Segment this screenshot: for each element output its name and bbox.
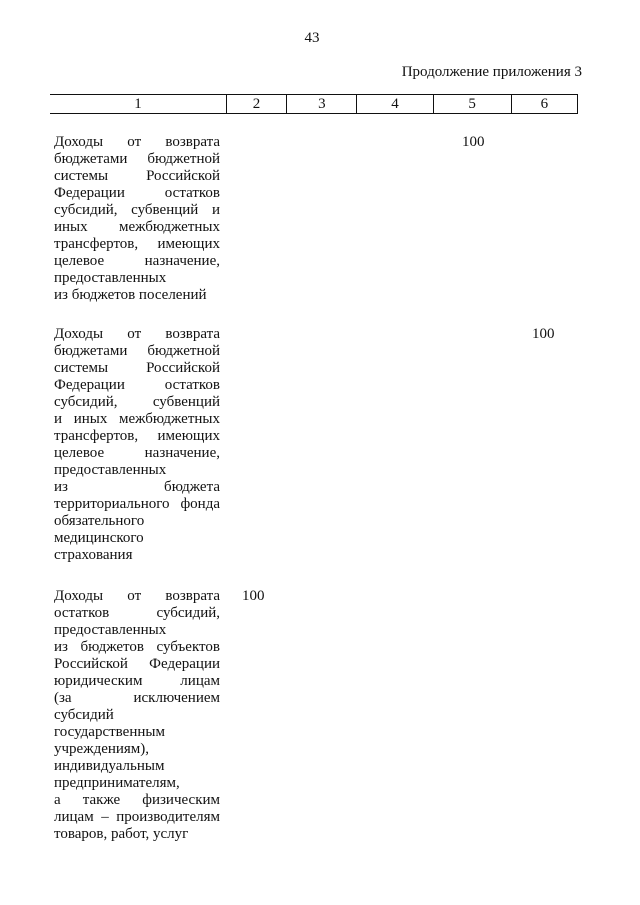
- description-line: субсидий: [54, 707, 114, 723]
- description-line: целевое назначение,: [54, 253, 220, 269]
- description-line: Доходы от возврата: [54, 588, 220, 604]
- description-line: субсидий, субвенций и: [54, 202, 220, 218]
- description-line: предоставленных: [54, 462, 167, 478]
- column-header-row: [50, 95, 578, 114]
- row-description: [54, 134, 220, 304]
- row-value: 100: [462, 134, 485, 150]
- description-line: Доходы от возврата: [54, 134, 220, 150]
- description-line: индивидуальным: [54, 758, 165, 774]
- row-description: [54, 326, 220, 564]
- table-row: [54, 326, 620, 564]
- description-line: (за исключением: [54, 690, 220, 706]
- description-line: Доходы от возврата: [54, 326, 220, 342]
- description-line: субсидий, субвенций: [54, 394, 220, 410]
- description-line: Федерации остатков: [54, 185, 220, 201]
- description-line: бюджетами бюджетной: [54, 343, 220, 359]
- column-header-6: 6: [511, 95, 577, 114]
- table-row: [54, 134, 620, 304]
- description-line: системы Российской: [54, 360, 220, 376]
- row-description: [54, 588, 220, 843]
- description-line: из бюджетов субъектов: [54, 639, 220, 655]
- description-line: юридическим лицам: [54, 673, 220, 689]
- column-header-5: 5: [433, 95, 511, 114]
- column-header-2: 2: [226, 95, 286, 114]
- column-header-4: 4: [357, 95, 433, 114]
- description-line: предоставленных: [54, 622, 167, 638]
- row-value: 100: [242, 588, 265, 604]
- description-line: трансфертов, имеющих: [54, 428, 220, 444]
- description-line: Федерации остатков: [54, 377, 220, 393]
- description-line: Российской Федерации: [54, 656, 220, 672]
- description-line: страхования: [54, 547, 133, 563]
- description-line: бюджетами бюджетной: [54, 151, 220, 167]
- description-line: иных межбюджетных: [54, 219, 220, 235]
- description-line: из бюджетов поселений: [54, 287, 207, 303]
- row-value: 100: [532, 326, 555, 342]
- column-header-3: 3: [287, 95, 357, 114]
- column-header-1: 1: [50, 95, 226, 114]
- description-line: целевое назначение,: [54, 445, 220, 461]
- description-line: медицинского: [54, 530, 144, 546]
- description-line: предпринимателям,: [54, 775, 180, 791]
- description-line: обязательного: [54, 513, 145, 529]
- appendix-continuation-note: Продолжение приложения 3: [401, 64, 582, 80]
- description-line: учреждениям),: [54, 741, 150, 757]
- description-line: трансфертов, имеющих: [54, 236, 220, 252]
- description-line: предоставленных: [54, 270, 167, 286]
- table-row: [54, 588, 620, 843]
- description-line: из бюджета: [54, 479, 220, 495]
- description-line: остатков субсидий,: [54, 605, 220, 621]
- column-header-table: [50, 94, 578, 114]
- description-line: системы Российской: [54, 168, 220, 184]
- description-line: а также физическим: [54, 792, 220, 808]
- description-line: и иных межбюджетных: [54, 411, 220, 427]
- description-line: территориального фонда: [54, 496, 220, 512]
- description-line: государственным: [54, 724, 165, 740]
- description-line: товаров, работ, услуг: [54, 826, 189, 842]
- page-number: 43: [304, 30, 320, 46]
- description-line: лицам – производителям: [54, 809, 220, 825]
